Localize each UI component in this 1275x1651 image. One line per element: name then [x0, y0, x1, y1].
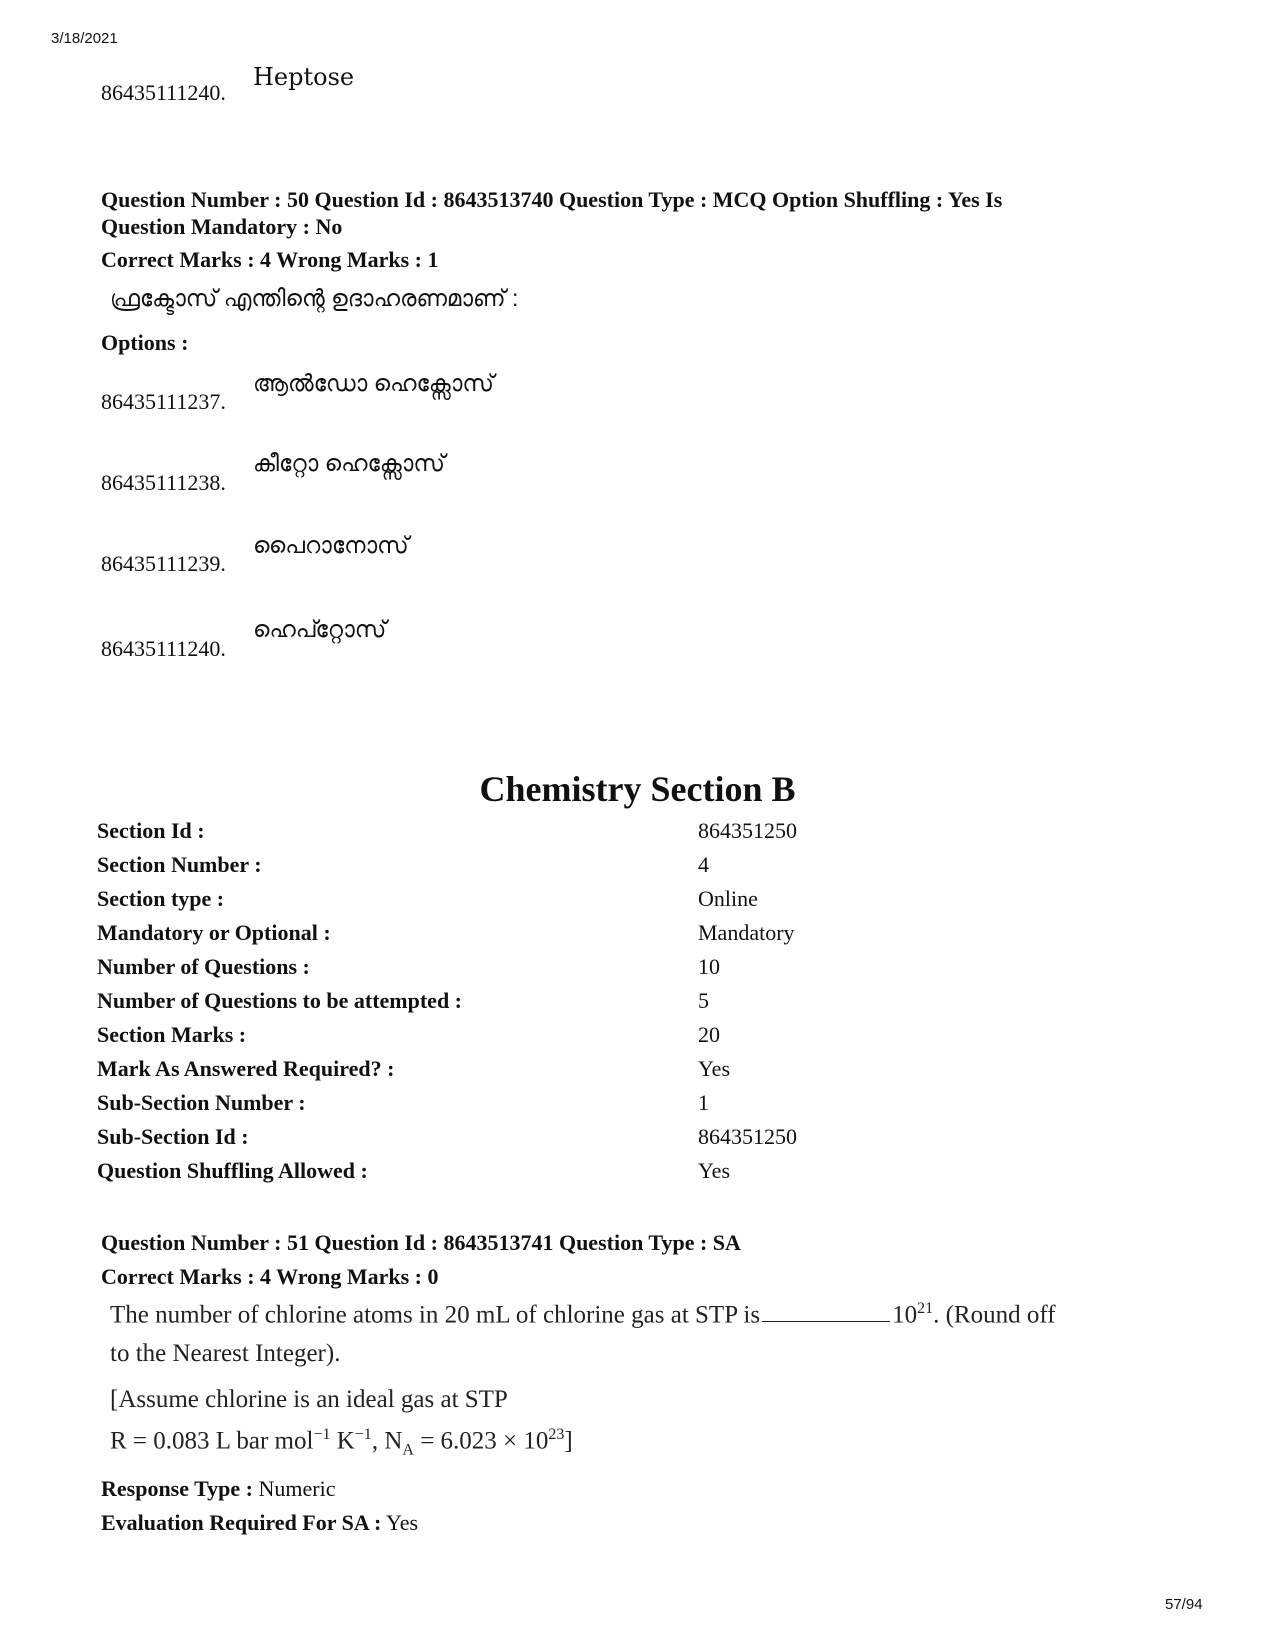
q50-header-line2: Question Mandatory : No: [101, 214, 343, 239]
print-date: 3/18/2021: [51, 30, 118, 47]
number-of-questions-value: 10: [698, 954, 720, 979]
evaluation-required-value: Yes: [386, 1510, 419, 1535]
questions-to-attempt-label: Number of Questions to be attempted :: [97, 988, 463, 1013]
q51-header: Question Number : 51 Question Id : 8643513741 Question Type : SA: [101, 1230, 741, 1255]
q50-option-2-id: 86435111238.: [101, 470, 226, 495]
q50-option-2-text: കീറ്റോ ഹെക്സോസ്: [253, 450, 445, 476]
mark-answered-label: Mark As Answered Required? :: [97, 1056, 395, 1081]
q51-line4-exp3: 23: [548, 1426, 565, 1443]
q51-line-1: [110, 1300, 1056, 1329]
q51-line4-b: K: [330, 1427, 355, 1455]
section-id-value: 864351250: [698, 818, 797, 843]
q51-line4-sub: A: [402, 1441, 414, 1459]
q51-line-3: [Assume chlorine is an ideal gas at STP: [110, 1386, 508, 1413]
q50-marks: Correct Marks : 4 Wrong Marks : 1: [101, 247, 439, 272]
q50-header-line1: Question Number : 50 Question Id : 8643513740 Question Type : MCQ Option Shuffling : Yes Is: [101, 187, 1003, 212]
q50-option-4-id: 86435111240.: [101, 636, 226, 661]
section-number-value: 4: [698, 852, 709, 877]
q51-line4-exp1: −1: [313, 1426, 331, 1443]
q50-options-label: Options :: [101, 330, 189, 355]
response-type-value: Numeric: [258, 1476, 336, 1501]
mandatory-optional-value: Mandatory: [698, 920, 795, 945]
section-type-value: Online: [698, 886, 758, 911]
question-shuffling-value: Yes: [698, 1158, 731, 1183]
sub-section-number-value: 1: [698, 1090, 709, 1115]
question-shuffling-label: Question Shuffling Allowed :: [97, 1158, 368, 1183]
q50-option-3-text: പൈറാനോസ്: [253, 532, 409, 558]
number-of-questions-label: Number of Questions :: [97, 954, 310, 979]
q51-line4-e: ]: [564, 1427, 573, 1455]
q51-line4-c: , N: [371, 1427, 403, 1455]
section-type-label: Section type :: [97, 886, 225, 911]
response-type: [101, 1476, 335, 1502]
sub-section-number-label: Sub-Section Number :: [97, 1090, 306, 1115]
q51-line4-exp2: −1: [354, 1426, 372, 1443]
section-title: Chemistry Section B: [479, 769, 796, 809]
mark-answered-value: Yes: [698, 1056, 731, 1081]
q50-question-text: ഫ്രക്ടോസ് എന്തിന്റെ ഉദാഹരണമാണ് :: [110, 285, 519, 311]
q51-line1-pre: The number of chlorine atoms in 20 mL of chlorine gas at STP is: [110, 1301, 761, 1329]
q50-option-1-text: ആൽഡോ ഹെക്സോസ്: [253, 370, 494, 396]
q51-line-2: to the Nearest Integer).: [110, 1340, 341, 1367]
q50-option-4-text: ഹെപ്റ്റോസ്: [253, 616, 387, 642]
sub-section-id-label: Sub-Section Id :: [97, 1124, 249, 1149]
q50-option-1-id: 86435111237.: [101, 389, 226, 414]
q51-line1-exp: 21: [917, 1300, 934, 1317]
section-marks-value: 20: [698, 1022, 720, 1047]
response-type-label: Response Type :: [101, 1476, 253, 1501]
evaluation-required-label: Evaluation Required For SA :: [101, 1510, 382, 1535]
questions-to-attempt-value: 5: [698, 988, 709, 1013]
q51-line4-a: R = 0.083 L bar mol: [110, 1427, 314, 1455]
sub-section-id-value: 864351250: [698, 1124, 797, 1149]
answer-blank: [762, 1303, 890, 1322]
prev-option-text: Heptose: [253, 63, 355, 91]
q50-header: [101, 186, 1181, 240]
section-marks-label: Section Marks :: [97, 1022, 247, 1047]
page-number: 57/94: [1165, 1596, 1203, 1613]
q51-marks: Correct Marks : 4 Wrong Marks : 0: [101, 1264, 439, 1289]
q50-option-3-id: 86435111239.: [101, 551, 226, 576]
q51-line1-post: . (Round off: [933, 1301, 1056, 1329]
q51-line4-d: = 6.023 × 10: [413, 1427, 549, 1455]
section-id-label: Section Id :: [97, 818, 205, 843]
evaluation-required: [101, 1510, 418, 1536]
section-number-label: Section Number :: [97, 852, 262, 877]
prev-option-id: 86435111240.: [101, 80, 226, 105]
q51-line-4: [110, 1426, 573, 1459]
q51-line1-base: 10: [892, 1301, 918, 1329]
mandatory-optional-label: Mandatory or Optional :: [97, 920, 331, 945]
